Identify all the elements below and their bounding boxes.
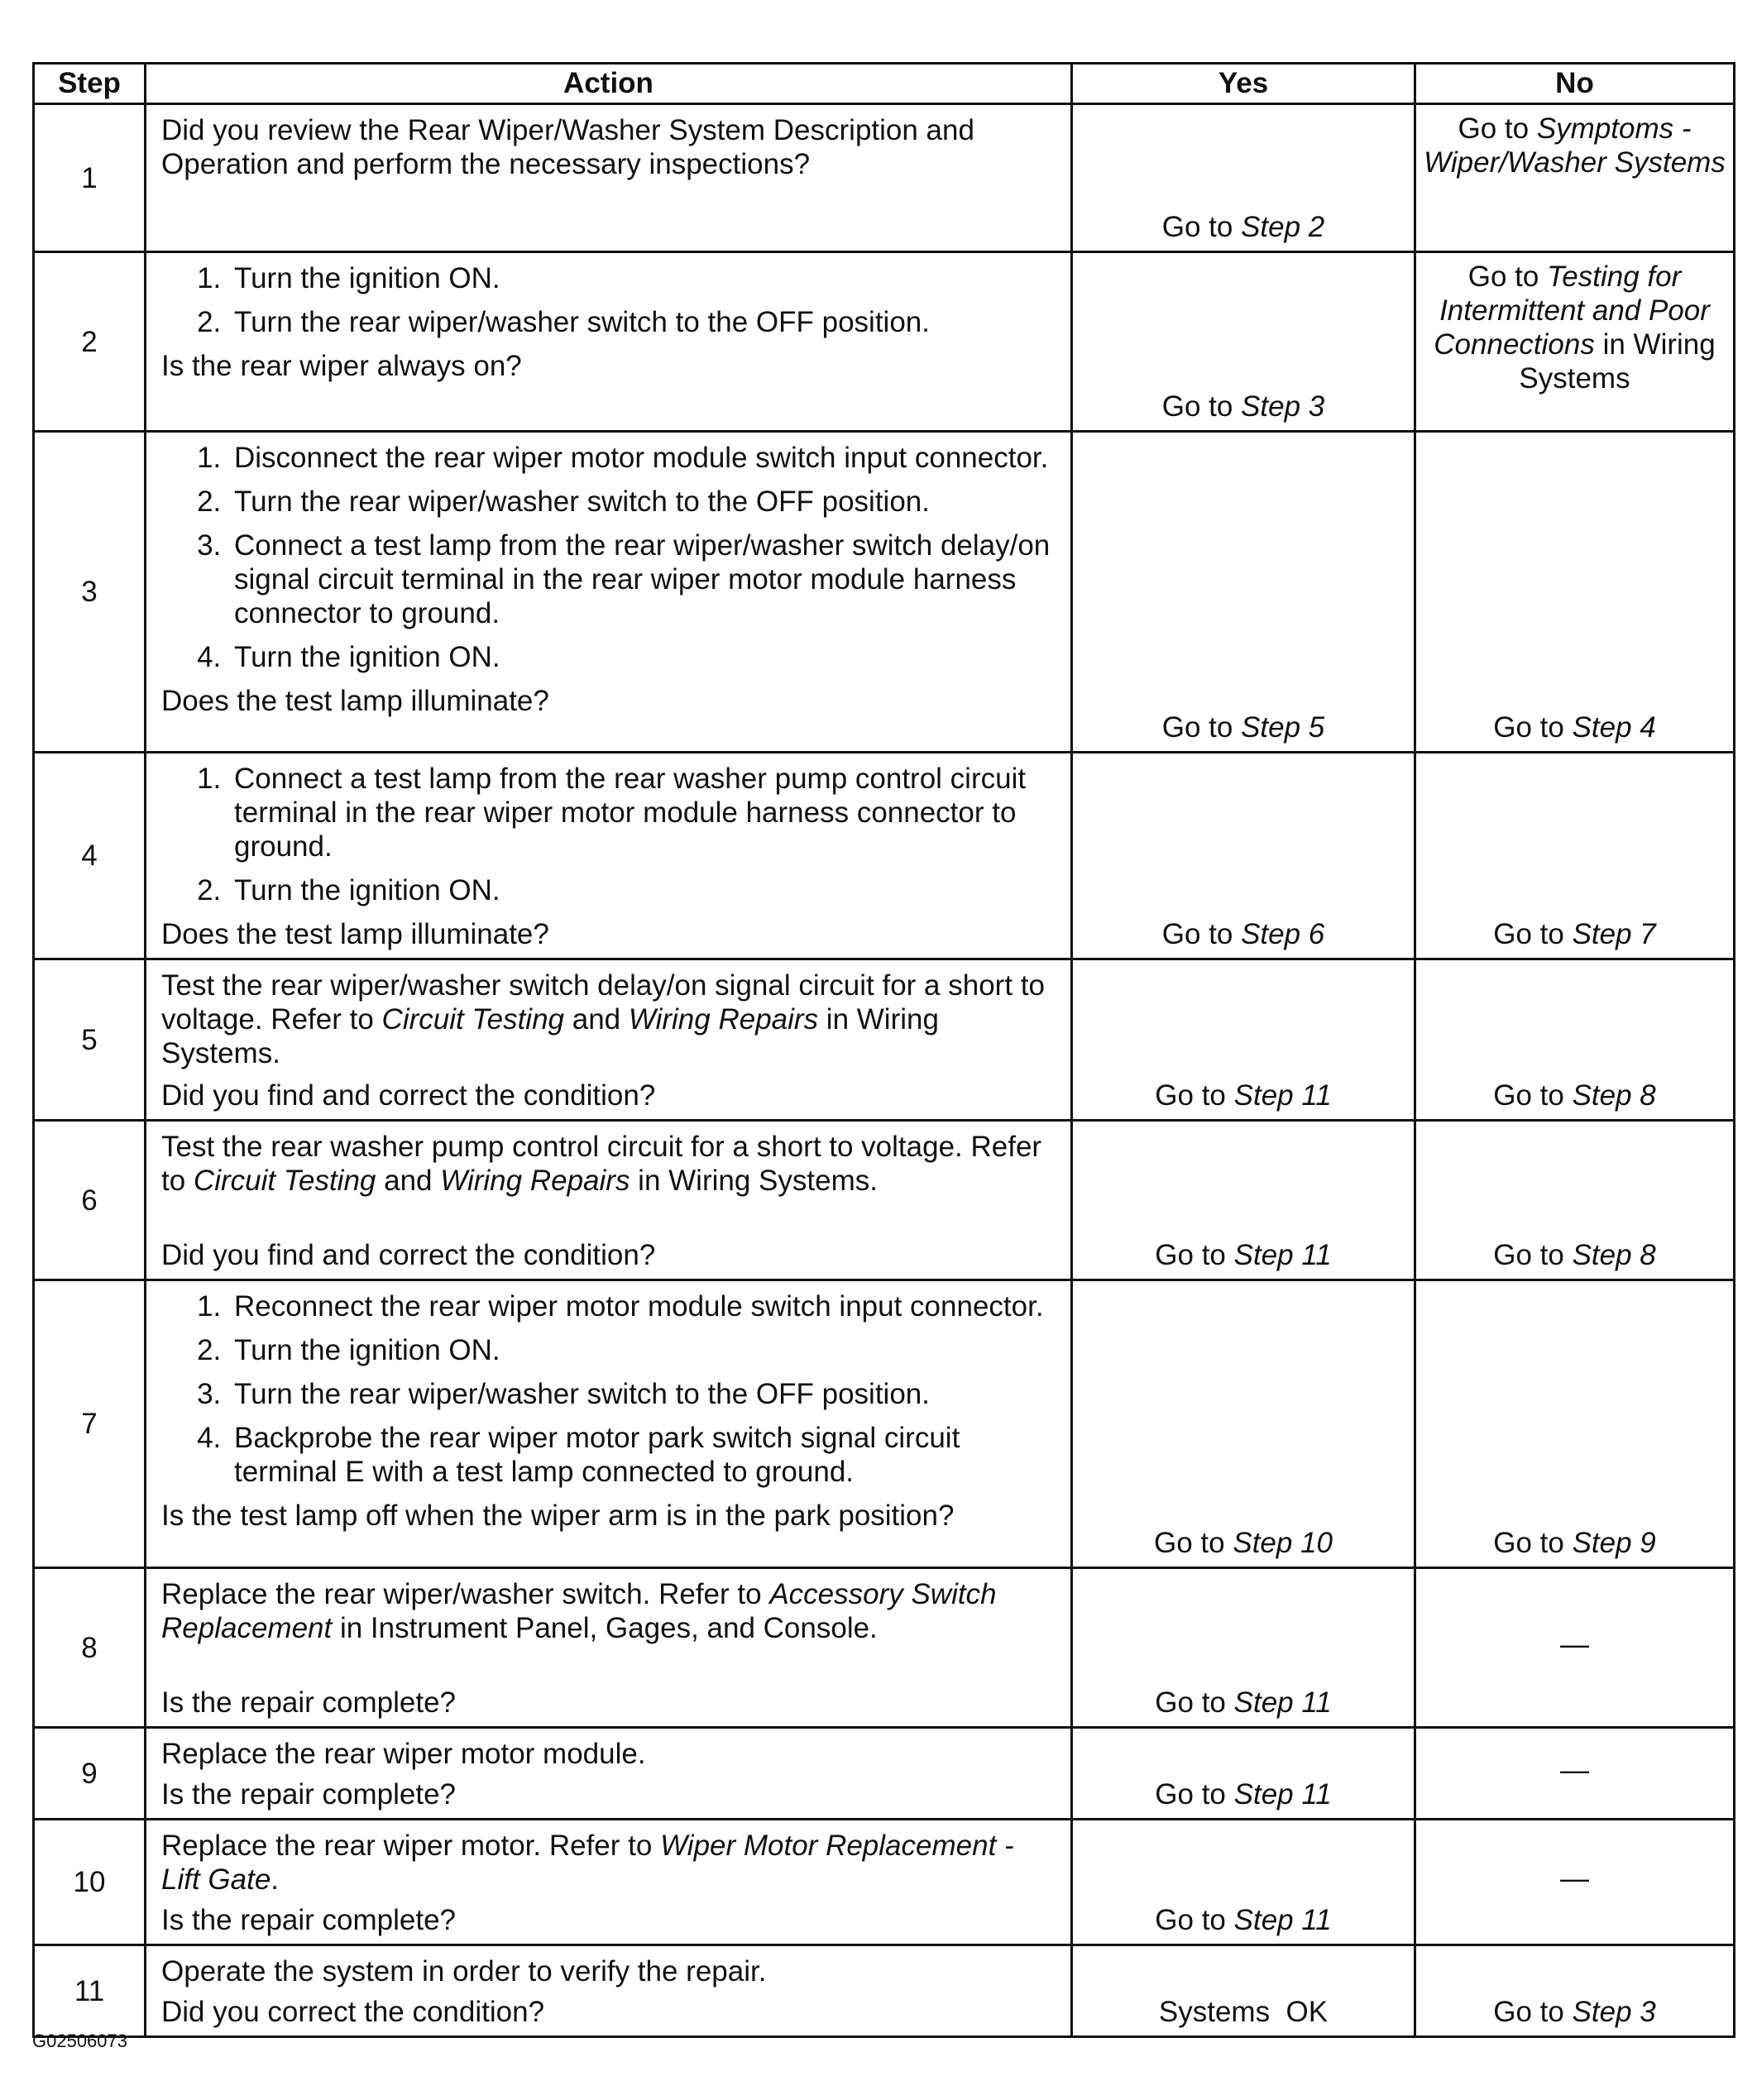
action-step: 2. Turn the ignition ON.: [229, 1333, 1056, 1367]
outcome-reference[interactable]: Step 11: [1233, 1079, 1332, 1112]
outcome-reference[interactable]: Step 9: [1572, 1527, 1656, 1559]
yes-cell: [1072, 252, 1415, 432]
reference-link: Wiring Repairs: [440, 1165, 630, 1197]
action-steps: [161, 441, 1056, 674]
action-steps: [161, 261, 1056, 339]
yes-cell: [1072, 753, 1415, 959]
action-text-part: and: [376, 1165, 441, 1197]
action-text: [161, 1577, 1056, 1645]
outcome-prefix: Go to: [1493, 711, 1564, 744]
outcome-reference[interactable]: Step 5: [1241, 711, 1325, 744]
action-step: 1. Turn the ignition ON.: [229, 261, 1056, 295]
header-no: No: [1415, 64, 1735, 104]
outcome-suffix: in Wiring Systems: [1519, 328, 1716, 395]
action-text: [161, 969, 1056, 1070]
reference-link: Wiring Repairs: [628, 1003, 819, 1036]
outcome-reference[interactable]: Step 2: [1241, 211, 1325, 243]
action-text: [161, 1829, 1056, 1897]
no-cell: [1415, 252, 1735, 432]
outcome-reference[interactable]: Step 11: [1233, 1904, 1332, 1936]
table-row: [34, 104, 1735, 252]
action-question: Is the test lamp off when the wiper arm is in the park position?: [161, 1500, 955, 1532]
action-text: [161, 1130, 1056, 1198]
figure-id: G02506073: [32, 2031, 127, 2051]
no-cell: [1415, 959, 1735, 1121]
outcome-reference[interactable]: Step 11: [1233, 1239, 1332, 1271]
step-number: 11: [34, 1945, 146, 2037]
outcome-prefix: Go to: [1161, 390, 1233, 423]
action-cell: [146, 1820, 1072, 1945]
outcome-reference[interactable]: Step 4: [1572, 711, 1656, 744]
action-cell: [146, 1728, 1072, 1820]
action-question: Does the test lamp illuminate?: [161, 918, 549, 950]
outcome-prefix: Go to: [1493, 1079, 1564, 1112]
no-cell: [1415, 1568, 1735, 1728]
action-text: Operate the system in order to verify the repair.: [161, 1955, 767, 1988]
outcome-prefix: Go to: [1155, 1239, 1226, 1271]
action-question: Is the rear wiper always on?: [161, 350, 522, 382]
yes-cell: [1072, 1280, 1415, 1568]
outcome-prefix: Go to: [1467, 261, 1539, 293]
action-text-part: Test the rear wiper/washer switch delay/on signal circuit for a short to voltage. Refer to: [161, 969, 1045, 1036]
step-number: 1: [34, 104, 146, 252]
action-question: Is the repair complete?: [161, 1778, 457, 1811]
outcome-prefix: Go to: [1155, 1778, 1226, 1811]
outcome-prefix: Go to: [1493, 1996, 1564, 2028]
outcome-reference[interactable]: Step 11: [1233, 1778, 1332, 1811]
outcome-prefix: Go to: [1458, 112, 1530, 145]
header-step: Step: [34, 64, 146, 104]
action-text: Did you review the Rear Wiper/Washer System Description and Operation and perform the necessary inspections?: [161, 114, 974, 180]
reference-link: Accessory Switch Replacement: [161, 1578, 997, 1644]
header-yes: Yes: [1072, 64, 1415, 104]
yes-cell: [1072, 959, 1415, 1121]
step-number: 2: [34, 252, 146, 432]
table-row: [34, 1945, 1735, 2037]
action-cell: [146, 1568, 1072, 1728]
table-row: [34, 1280, 1735, 1568]
action-text-part: and: [564, 1003, 629, 1036]
step-number: 8: [34, 1568, 146, 1728]
header-action: Action: [146, 64, 1072, 104]
action-cell: [146, 1121, 1072, 1280]
action-question: Does the test lamp illuminate?: [161, 685, 549, 717]
outcome-reference[interactable]: Symptoms - Wiper/Washer Systems: [1424, 112, 1726, 179]
outcome-prefix: Go to: [1161, 711, 1233, 744]
step-number: 10: [34, 1820, 146, 1945]
no-cell: [1415, 432, 1735, 753]
outcome-prefix: Go to: [1155, 1079, 1226, 1112]
table-row: [34, 252, 1735, 432]
action-step: 2. Turn the rear wiper/washer switch to the OFF position.: [229, 485, 1056, 519]
action-steps: [161, 1289, 1056, 1489]
action-question: Did you correct the condition?: [161, 1996, 545, 2028]
action-text-part: Test the rear washer pump control circuit for a short to voltage. Refer to: [161, 1131, 1042, 1197]
action-question: Did you find and correct the condition?: [161, 1079, 656, 1112]
reference-link: Wiper Motor Replacement - Lift Gate: [161, 1830, 1014, 1896]
action-cell: [146, 1945, 1072, 2037]
action-steps: [161, 762, 1056, 907]
action-step: 4. Backprobe the rear wiper motor park switch signal circuit terminal E with a test lamp connected to ground.: [229, 1421, 1056, 1489]
step-number: 9: [34, 1728, 146, 1820]
table-row: [34, 1121, 1735, 1280]
outcome-prefix: Go to: [1161, 918, 1233, 950]
header-row: [34, 64, 1735, 104]
action-cell: [146, 104, 1072, 252]
action-step: 3. Turn the rear wiper/washer switch to the OFF position.: [229, 1377, 1056, 1411]
action-step: 2. Turn the rear wiper/washer switch to the OFF position.: [229, 305, 1056, 339]
yes-cell: [1072, 1945, 1415, 2037]
table-row: [34, 1820, 1735, 1945]
outcome-reference[interactable]: Step 3: [1241, 390, 1325, 423]
table-row: [34, 1728, 1735, 1820]
action-text-part: in Instrument Panel, Gages, and Console.: [332, 1612, 878, 1644]
action-text: Replace the rear wiper motor module.: [161, 1738, 646, 1770]
action-text-part: Replace the rear wiper/washer switch. Refer to: [161, 1578, 770, 1610]
action-step: 1. Connect a test lamp from the rear washer pump control circuit terminal in the rear wiper motor module harness connector to ground.: [229, 762, 1056, 863]
yes-cell: [1072, 1121, 1415, 1280]
outcome-text: Systems OK: [1158, 1996, 1329, 2028]
outcome-prefix: Go to: [1493, 1239, 1564, 1271]
step-number: 7: [34, 1280, 146, 1568]
step-number: 5: [34, 959, 146, 1121]
outcome-prefix: Go to: [1493, 918, 1564, 950]
action-cell: [146, 753, 1072, 959]
no-cell: [1415, 1728, 1735, 1820]
action-cell: [146, 959, 1072, 1121]
outcome-prefix: Go to: [1493, 1527, 1564, 1559]
no-cell: [1415, 1121, 1735, 1280]
action-step: 2. Turn the ignition ON.: [229, 873, 1056, 907]
outcome-dash: —: [1560, 1863, 1589, 1895]
no-cell: [1415, 1280, 1735, 1568]
reference-link: Circuit Testing: [381, 1003, 565, 1036]
action-step: 1. Disconnect the rear wiper motor module switch input connector.: [229, 441, 1056, 475]
outcome-dash: —: [1560, 1628, 1589, 1661]
step-number: 4: [34, 753, 146, 959]
table-row: [34, 1568, 1735, 1728]
no-cell: [1415, 1820, 1735, 1945]
outcome-reference[interactable]: Step 3: [1572, 1996, 1656, 2028]
yes-cell: [1072, 1820, 1415, 1945]
step-number: 3: [34, 432, 146, 753]
no-cell: [1415, 753, 1735, 959]
action-question: Is the repair complete?: [161, 1686, 457, 1719]
outcome-reference[interactable]: Step 6: [1241, 918, 1325, 950]
action-step: 3. Connect a test lamp from the rear wiper/washer switch delay/on signal circuit terminal in the rear wiper motor module harness connector to ground.: [229, 529, 1056, 630]
action-question: Did you find and correct the condition?: [161, 1239, 656, 1271]
outcome-reference[interactable]: Testing for Intermittent and Poor Connections: [1434, 261, 1710, 361]
reference-link: Circuit Testing: [193, 1165, 376, 1197]
table-row: [34, 432, 1735, 753]
outcome-prefix: Go to: [1155, 1904, 1226, 1936]
outcome-prefix: Go to: [1154, 1527, 1225, 1559]
no-cell: [1415, 1945, 1735, 2037]
action-step: 4. Turn the ignition ON.: [229, 640, 1056, 674]
action-text-part: Replace the rear wiper motor. Refer to: [161, 1830, 661, 1862]
action-cell: [146, 252, 1072, 432]
table-row: [34, 959, 1735, 1121]
outcome-prefix: Go to: [1161, 211, 1233, 243]
diagnostic-table: [32, 62, 1735, 2038]
outcome-reference[interactable]: Step 10: [1233, 1527, 1333, 1559]
step-number: 6: [34, 1121, 146, 1280]
action-cell: [146, 432, 1072, 753]
action-text-part: .: [270, 1863, 280, 1896]
action-cell: [146, 1280, 1072, 1568]
outcome-reference[interactable]: Step 8: [1572, 1239, 1656, 1271]
yes-cell: [1072, 104, 1415, 252]
outcome-reference[interactable]: Step 8: [1572, 1079, 1656, 1112]
outcome-prefix: Go to: [1155, 1686, 1226, 1719]
outcome-reference[interactable]: Step 11: [1233, 1686, 1332, 1719]
yes-cell: [1072, 1568, 1415, 1728]
action-step: 1. Reconnect the rear wiper motor module switch input connector.: [229, 1289, 1056, 1323]
outcome-reference[interactable]: Step 7: [1572, 918, 1656, 950]
yes-cell: [1072, 432, 1415, 753]
yes-cell: [1072, 1728, 1415, 1820]
table-row: [34, 753, 1735, 959]
outcome-dash: —: [1560, 1753, 1589, 1787]
action-question: Is the repair complete?: [161, 1904, 457, 1936]
no-cell: [1415, 104, 1735, 252]
action-text-part: in Wiring Systems.: [630, 1165, 878, 1197]
action-text-part: in Wiring Systems.: [161, 1003, 939, 1069]
